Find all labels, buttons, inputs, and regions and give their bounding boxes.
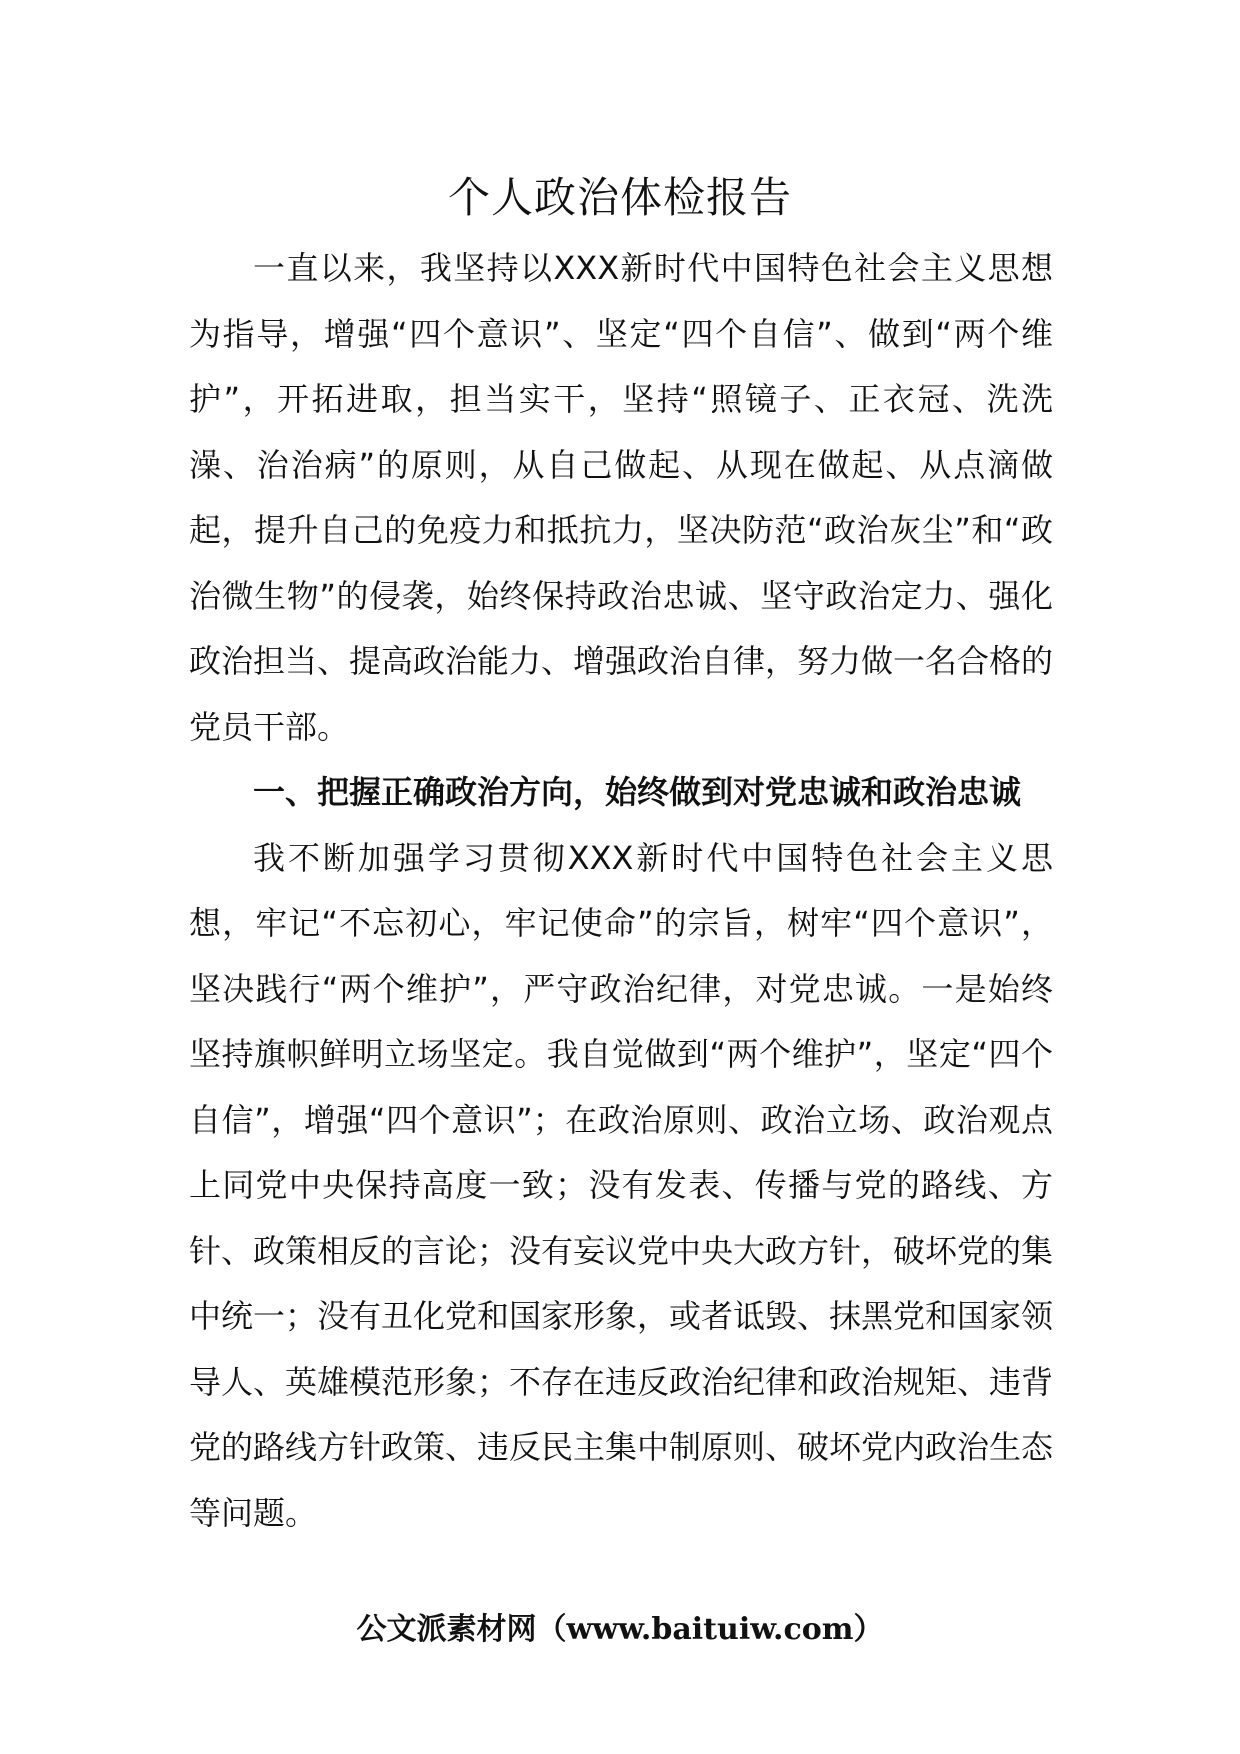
document-title: 个人政治体检报告 — [447, 173, 792, 222]
intro-paragraph: 一直以来，我坚持以XXX新时代中国特色社会主义思想为指导，增强“四个意识”、坚定“四个自信”、做到“两个维护”，开拓进取，担当实干，坚持“照镜子、正衣冠、洗洗澡、治治病”的原则，从自己做起、从现在做起、从点滴做起，提升自己的免疫力和抵抗力，坚决防范“政治灰尘”和“政治微生物”的侵袭，始终保持政治忠诚、坚守政治定力、强化政治担当、提高政治能力、增强政治自律，努力做一名合格的党员干部。 — [189, 249, 1054, 746]
document-body — [189, 236, 1053, 1546]
footer-source-note: 公文派素材网（www.baituiw.com） — [356, 1612, 884, 1647]
section-body-paragraph: 我不断加强学习贯彻XXX新时代中国特色社会主义思想，牢记“不忘初心，牢记使命”的宗旨，树牢“四个意识”，坚决践行“两个维护”，严守政治纪律，对党忠诚。一是始终坚持旗帜鲜明立场坚定。我自觉做到“两个维护”，坚定“四个自信”，增强“四个意识”；在政治原则、政治立场、政治观点上同党中央保持高度一致；没有发表、传播与党的路线、方针、政策相反的言论；没有妄议党中央大政方针，破坏党的集中统一；没有丑化党和国家形象，或者诋毁、抹黑党和国家领导人、英雄模范形象；不存在违反政治纪律和政治规矩、违背党的路线方针政策、违反民主集中制原则、破坏党内政治生态等问题。 — [189, 838, 1054, 1532]
section-heading: 一、把握正确政治方向，始终做到对党忠诚和政治忠诚 — [253, 773, 1022, 811]
